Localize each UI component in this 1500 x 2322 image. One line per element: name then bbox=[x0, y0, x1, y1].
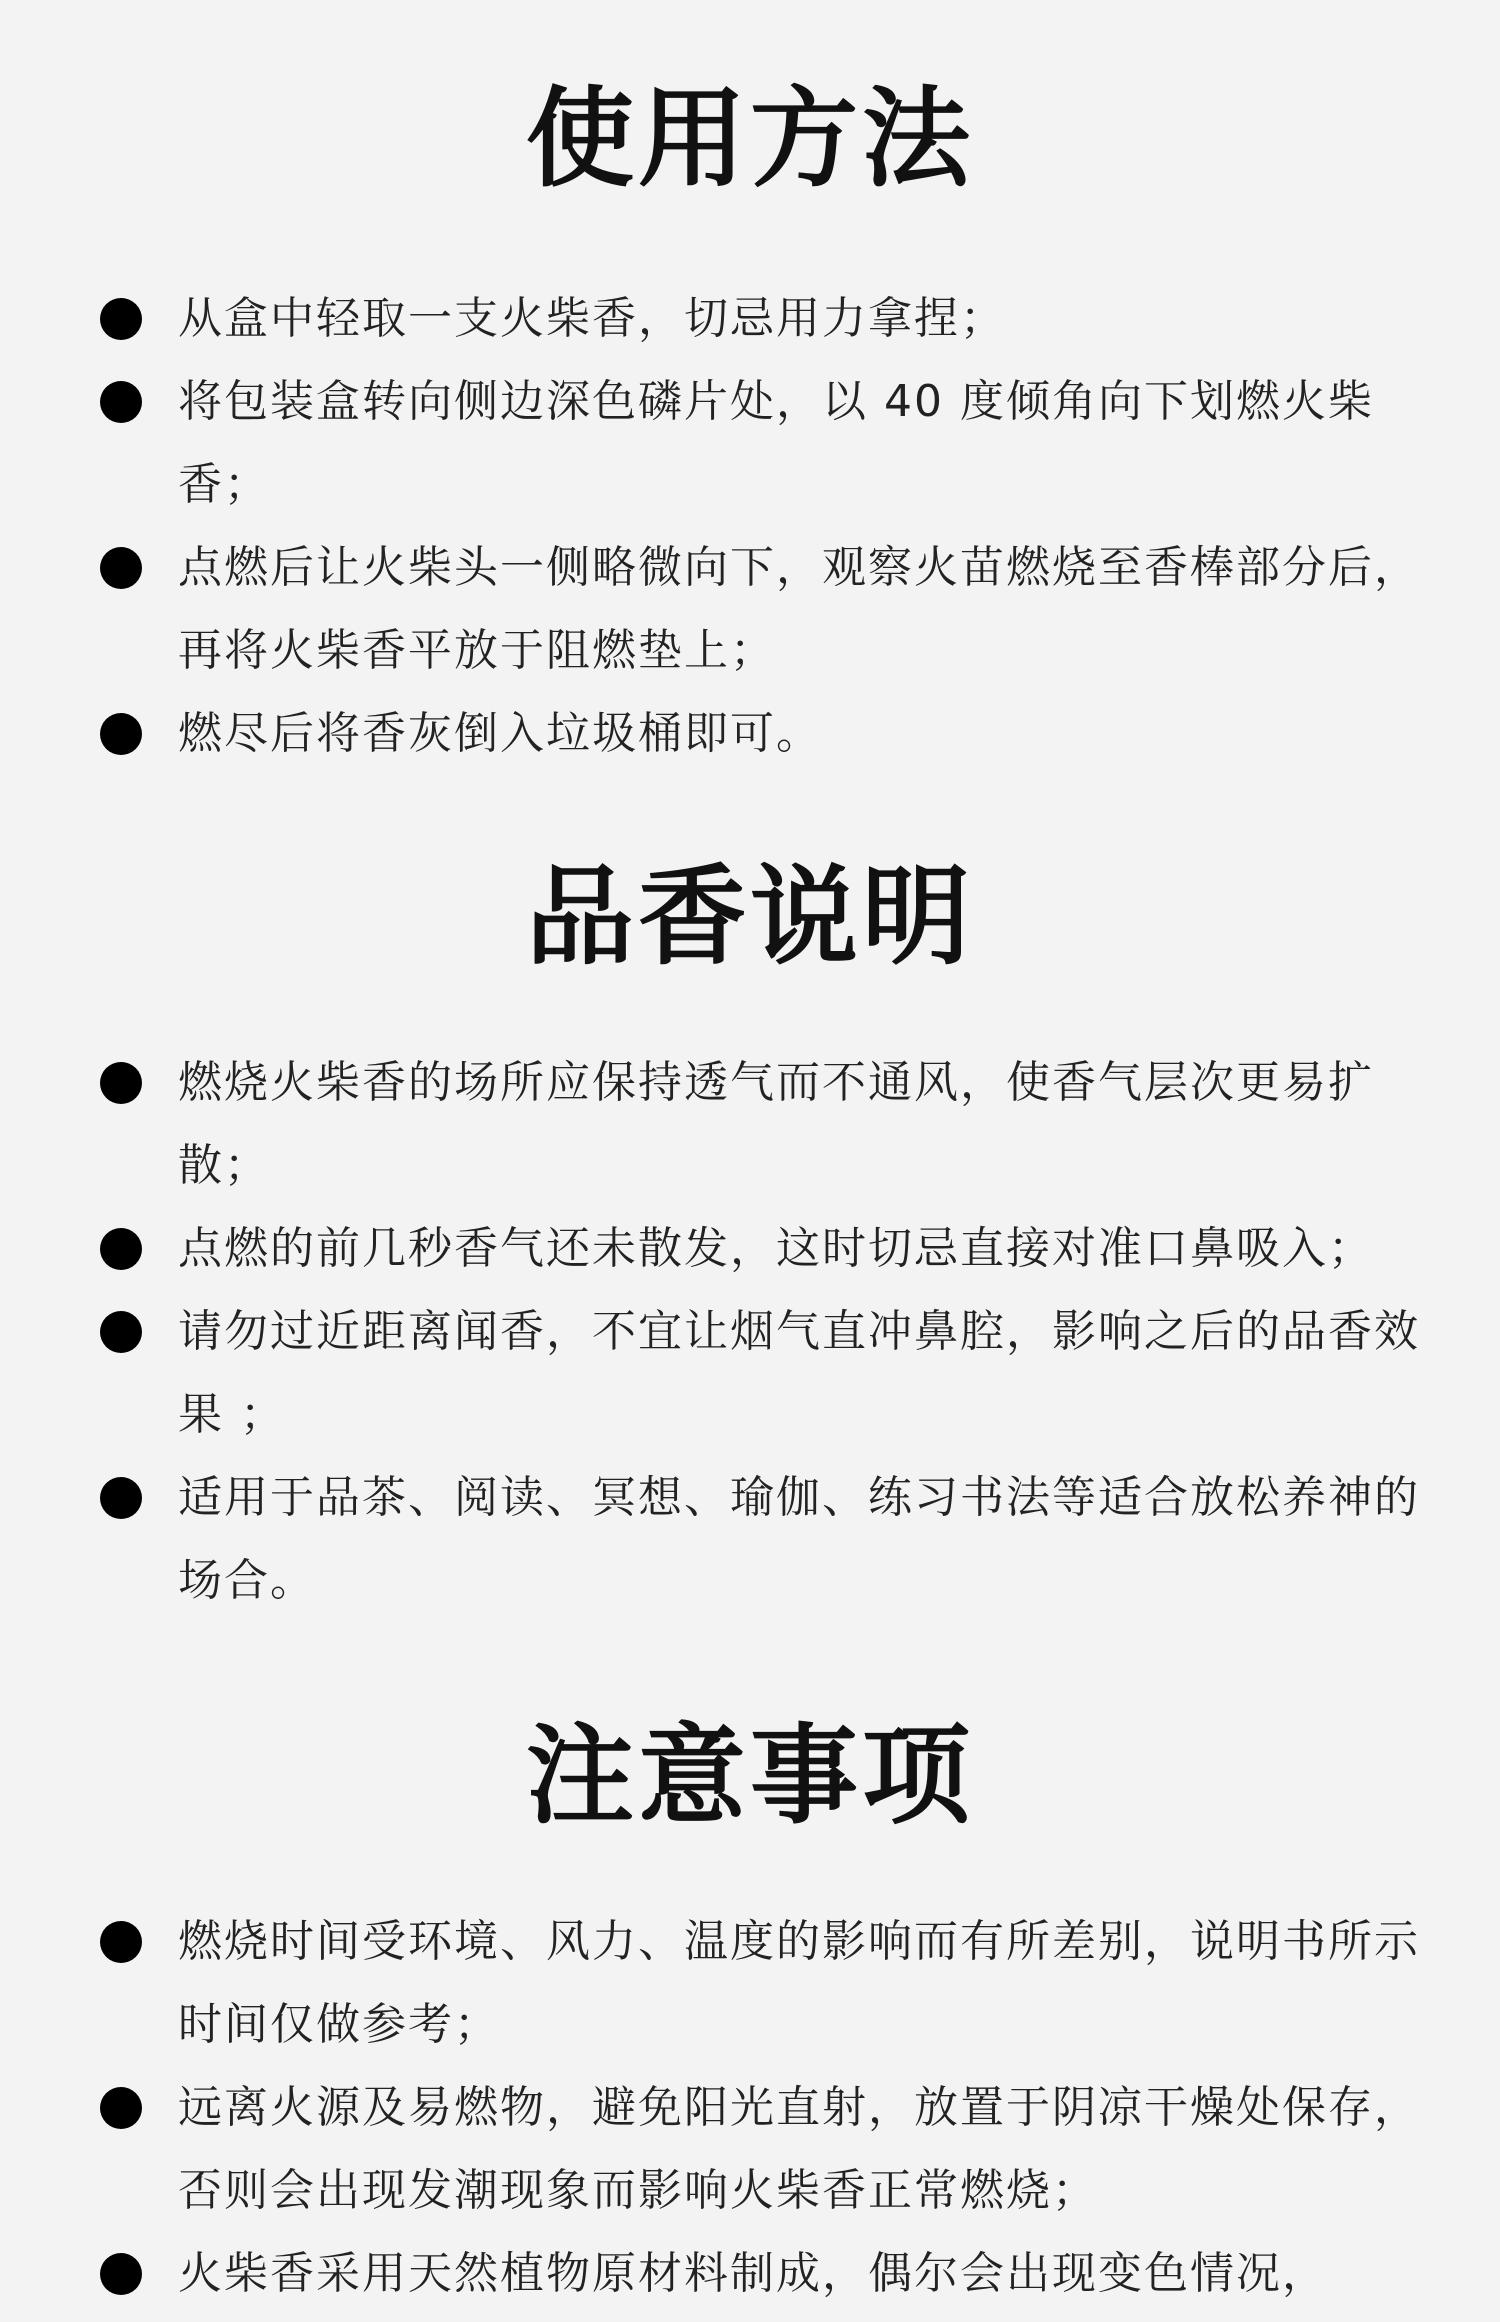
list-item-text: 请勿过近距离闻香，不宜让烟气直冲鼻腔，影响之后的品香效果 ； bbox=[178, 1306, 1420, 1440]
list-item bbox=[0, 526, 1500, 692]
list-item bbox=[0, 692, 1500, 775]
list-item bbox=[0, 2066, 1500, 2232]
list-item bbox=[0, 1900, 1500, 2066]
precautions-list bbox=[0, 1900, 1500, 2315]
list-item-text: 从盒中轻取一支火柴香，切忌用力拿捏； bbox=[178, 293, 1006, 344]
list-item-text: 燃烧时间受环境、风力、温度的影响而有所差别，说明书所示时间仅做参考； bbox=[178, 1916, 1420, 2050]
bullet-icon bbox=[100, 713, 142, 755]
bullet-icon bbox=[100, 547, 142, 589]
bullet-icon bbox=[100, 1921, 142, 1963]
section-title-usage: 使用方法 bbox=[525, 77, 974, 202]
bullet-icon bbox=[100, 381, 142, 423]
section-title-appreciation: 品香说明 bbox=[525, 855, 974, 980]
bullet-icon bbox=[100, 298, 142, 340]
list-item-text: 远离火源及易燃物，避免阳光直射，放置于阴凉干燥处保存，否则会出现发潮现象而影响火柴香正常燃烧； bbox=[178, 2082, 1420, 2216]
list-item bbox=[0, 1041, 1500, 1207]
list-item-text: 燃烧火柴香的场所应保持透气而不通风，使香气层次更易扩散； bbox=[178, 1057, 1374, 1191]
list-item bbox=[0, 2232, 1500, 2315]
list-item-text: 点燃的前几秒香气还未散发，这时切忌直接对准口鼻吸入； bbox=[178, 1223, 1374, 1274]
list-item-text: 火柴香采用天然植物原材料制成，偶尔会出现变色情况， bbox=[178, 2248, 1328, 2299]
list-item bbox=[0, 1456, 1500, 1622]
list-item-text: 适用于品茶、阅读、冥想、瑜伽、练习书法等适合放松养神的场合。 bbox=[178, 1472, 1420, 1606]
usage-list bbox=[0, 277, 1500, 775]
bullet-icon bbox=[100, 2087, 142, 2129]
list-item-text: 点燃后让火柴头一侧略微向下，观察火苗燃烧至香棒部分后，再将火柴香平放于阻燃垫上； bbox=[178, 542, 1420, 676]
bullet-icon bbox=[100, 2253, 142, 2295]
bullet-icon bbox=[100, 1062, 142, 1104]
section-title-precautions: 注意事项 bbox=[525, 1714, 974, 1839]
list-item-text: 燃尽后将香灰倒入垃圾桶即可。 bbox=[178, 708, 822, 759]
bullet-icon bbox=[100, 1311, 142, 1353]
list-item bbox=[0, 1207, 1500, 1290]
list-item bbox=[0, 1290, 1500, 1456]
bullet-icon bbox=[100, 1477, 142, 1519]
appreciation-list bbox=[0, 1041, 1500, 1622]
list-item-text: 将包装盒转向侧边深色磷片处，以 40 度倾角向下划燃火柴香； bbox=[178, 376, 1374, 510]
list-item bbox=[0, 360, 1500, 526]
bullet-icon bbox=[100, 1228, 142, 1270]
list-item bbox=[0, 277, 1500, 360]
